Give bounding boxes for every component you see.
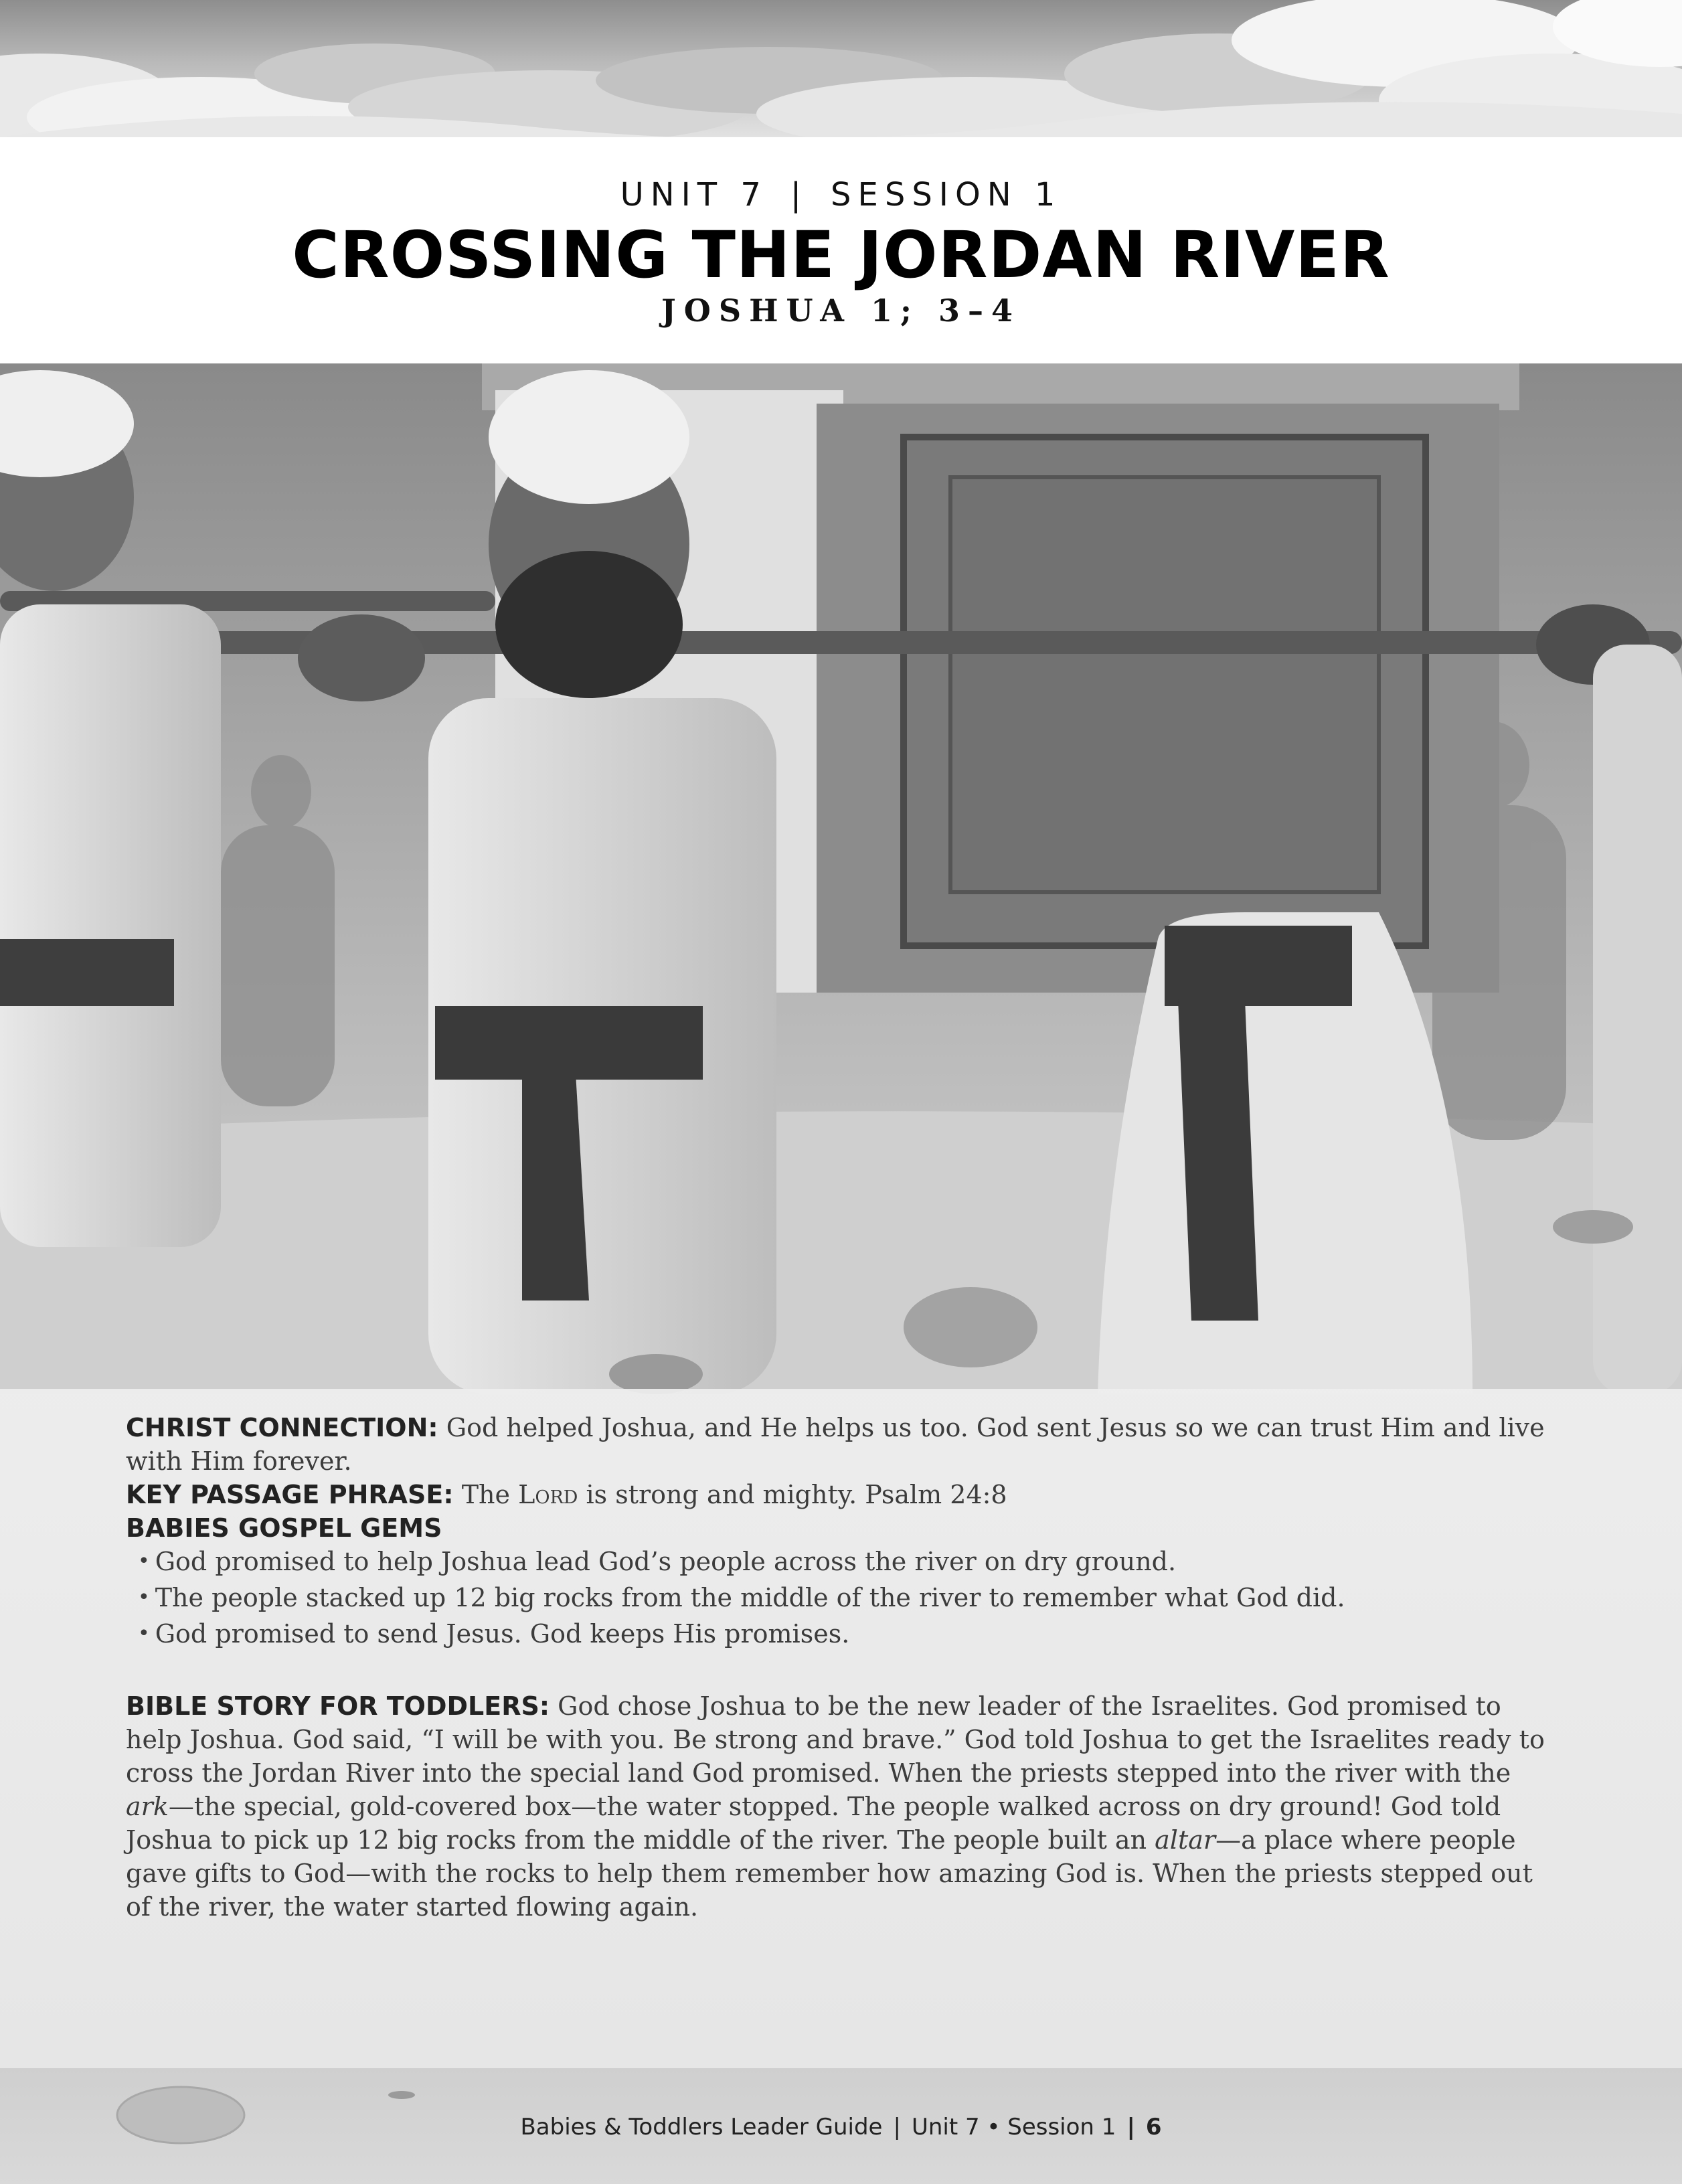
scripture-reference: JOSHUA 1; 3–4 [661, 292, 1021, 329]
list-item [138, 1545, 1558, 1581]
session-label: SESSION 1 [831, 176, 1062, 214]
key-passage-phrase [126, 1478, 1558, 1511]
key-passage-lord: Lord [518, 1480, 578, 1509]
christ-connection-label: CHRIST CONNECTION: [126, 1413, 438, 1442]
page-footer [0, 2068, 1682, 2184]
bullet-icon: • [138, 1622, 150, 1645]
page-title: CROSSING THE JORDAN RIVER [292, 218, 1390, 292]
header-cloud-banner [0, 0, 1682, 137]
toddler-bible-story [126, 1689, 1558, 1924]
title-band [0, 137, 1682, 363]
gem-text: God promised to send Jesus. God keeps His promises. [155, 1619, 850, 1649]
page-number: 6 [1145, 2114, 1162, 2140]
term-ark: ark [126, 1792, 169, 1821]
gospel-gems [126, 1511, 1558, 1653]
gem-text: The people stacked up 12 big rocks from the middle of the river to remember what God did. [155, 1583, 1345, 1612]
toddler-story-text-3: —a place where people gave gifts to God—with the rocks to help them remember how amazing God is. When the priests stepped out of the river, the water started flowing again. [126, 1825, 1533, 1922]
key-passage-text-after: is strong and mighty. Psalm 24:8 [578, 1480, 1007, 1509]
footer-unit-session: Unit 7 • Session 1 [911, 2114, 1116, 2140]
page-separator: | [1126, 2114, 1135, 2140]
footer-separator: | [893, 2114, 901, 2140]
bullet-icon: • [138, 1586, 150, 1609]
unit-session-line [0, 176, 1682, 214]
bible-illustration [0, 363, 1682, 1394]
unit-label: UNIT 7 [620, 176, 768, 214]
christ-connection [126, 1411, 1558, 1478]
unit-separator: | [790, 176, 809, 214]
toddler-story-label: BIBLE STORY FOR TODDLERS: [126, 1691, 550, 1721]
key-passage-text-before: The [461, 1480, 519, 1509]
list-item [138, 1581, 1558, 1617]
guide-title: Babies & Toddlers Leader Guide [520, 2114, 883, 2140]
toddler-story-text-1: God chose Joshua to be the new leader of the Israelites. God promised to help Joshua. God said, “I will be with you. Be strong and brave.” God told Joshua to get the Israelites ready to cross the Jordan River into the special land God promised. When the priests stepped into the river with the [126, 1691, 1545, 1788]
cloud-illustration [0, 0, 1682, 137]
gem-text: God promised to help Joshua lead God’s people across the river on dry ground. [155, 1547, 1177, 1576]
footer-text [0, 2114, 1682, 2140]
key-passage-label: KEY PASSAGE PHRASE: [126, 1480, 454, 1509]
priests-carrying-ark-illustration [0, 363, 1682, 1394]
term-altar: altar [1155, 1825, 1216, 1855]
lesson-summary [126, 1411, 1558, 1924]
gospel-gems-list [126, 1545, 1558, 1653]
gospel-gems-heading: BABIES GOSPEL GEMS [126, 1513, 442, 1543]
toddler-story-text-2: —the special, gold-covered box—the water stopped. The people walked across on dry ground! God told Joshua to pick up 12 big rocks from the middle of the river. The people built an [126, 1792, 1501, 1855]
bullet-icon: • [138, 1549, 150, 1573]
christ-connection-text: God helped Joshua, and He helps us too. God sent Jesus so we can trust Him and live with Him forever. [126, 1413, 1545, 1476]
list-item [138, 1617, 1558, 1653]
